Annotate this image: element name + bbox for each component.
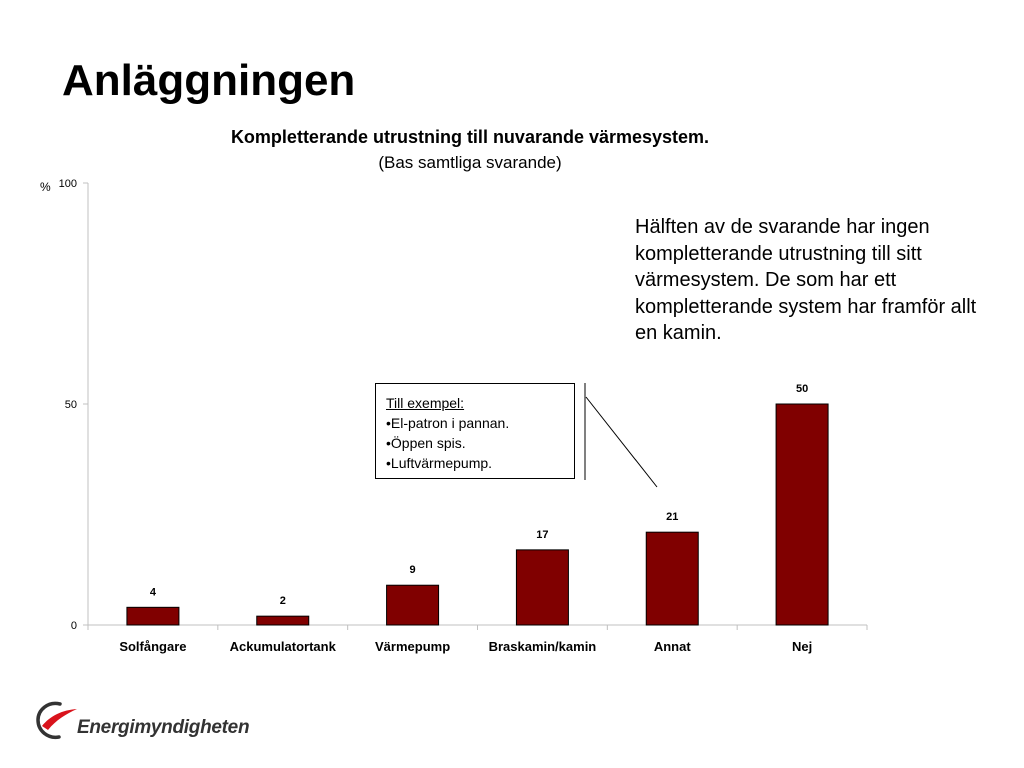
x-tick-label: Ackumulatortank [229, 639, 336, 654]
y-axis-label: % [40, 180, 51, 194]
bar [387, 585, 439, 625]
x-tick-label: Nej [791, 639, 813, 654]
bar [127, 607, 179, 625]
data-label: 21 [666, 511, 679, 524]
data-label: 17 [536, 528, 549, 541]
callout-item: •Luftvärmepump. [386, 455, 493, 471]
bar [776, 404, 828, 625]
callout-box [375, 383, 575, 479]
callout-connector-line [586, 397, 657, 487]
energimyndigheten-logo-icon [34, 698, 80, 744]
callout-item: •El-patron i pannan. [386, 415, 510, 431]
x-tick-label: Braskamin/kamin [488, 639, 597, 654]
data-label: 4 [149, 586, 156, 599]
x-tick-label: Annat [653, 639, 691, 654]
callout-heading: Till exempel: [386, 395, 465, 411]
summary-note: Hälften av de svarande har ingen kompletterande utrustning till sitt värmesystem. De som har ett kompletterande system har framför allt en kamin. [635, 216, 977, 344]
data-label: 9 [409, 564, 416, 577]
data-label: 50 [795, 383, 809, 395]
page-title: Anläggningen [62, 56, 356, 105]
bar [646, 532, 698, 625]
chart-subtitle: (Bas samtliga svarande) [378, 153, 562, 172]
bar [257, 616, 309, 625]
y-tick-label: 100 [58, 178, 77, 190]
data-label: 2 [279, 595, 286, 608]
y-tick-label: 50 [64, 399, 77, 411]
chart-title: Kompletterande utrustning till nuvarande värmesystem. [230, 127, 710, 147]
y-tick-label: 0 [70, 620, 77, 632]
brand-name: Energimyndigheten [77, 717, 250, 738]
callout-item: •Öppen spis. [386, 435, 466, 451]
bar [516, 550, 568, 625]
x-tick-label: Värmepump [375, 639, 451, 654]
x-tick-label: Solfångare [119, 639, 187, 654]
